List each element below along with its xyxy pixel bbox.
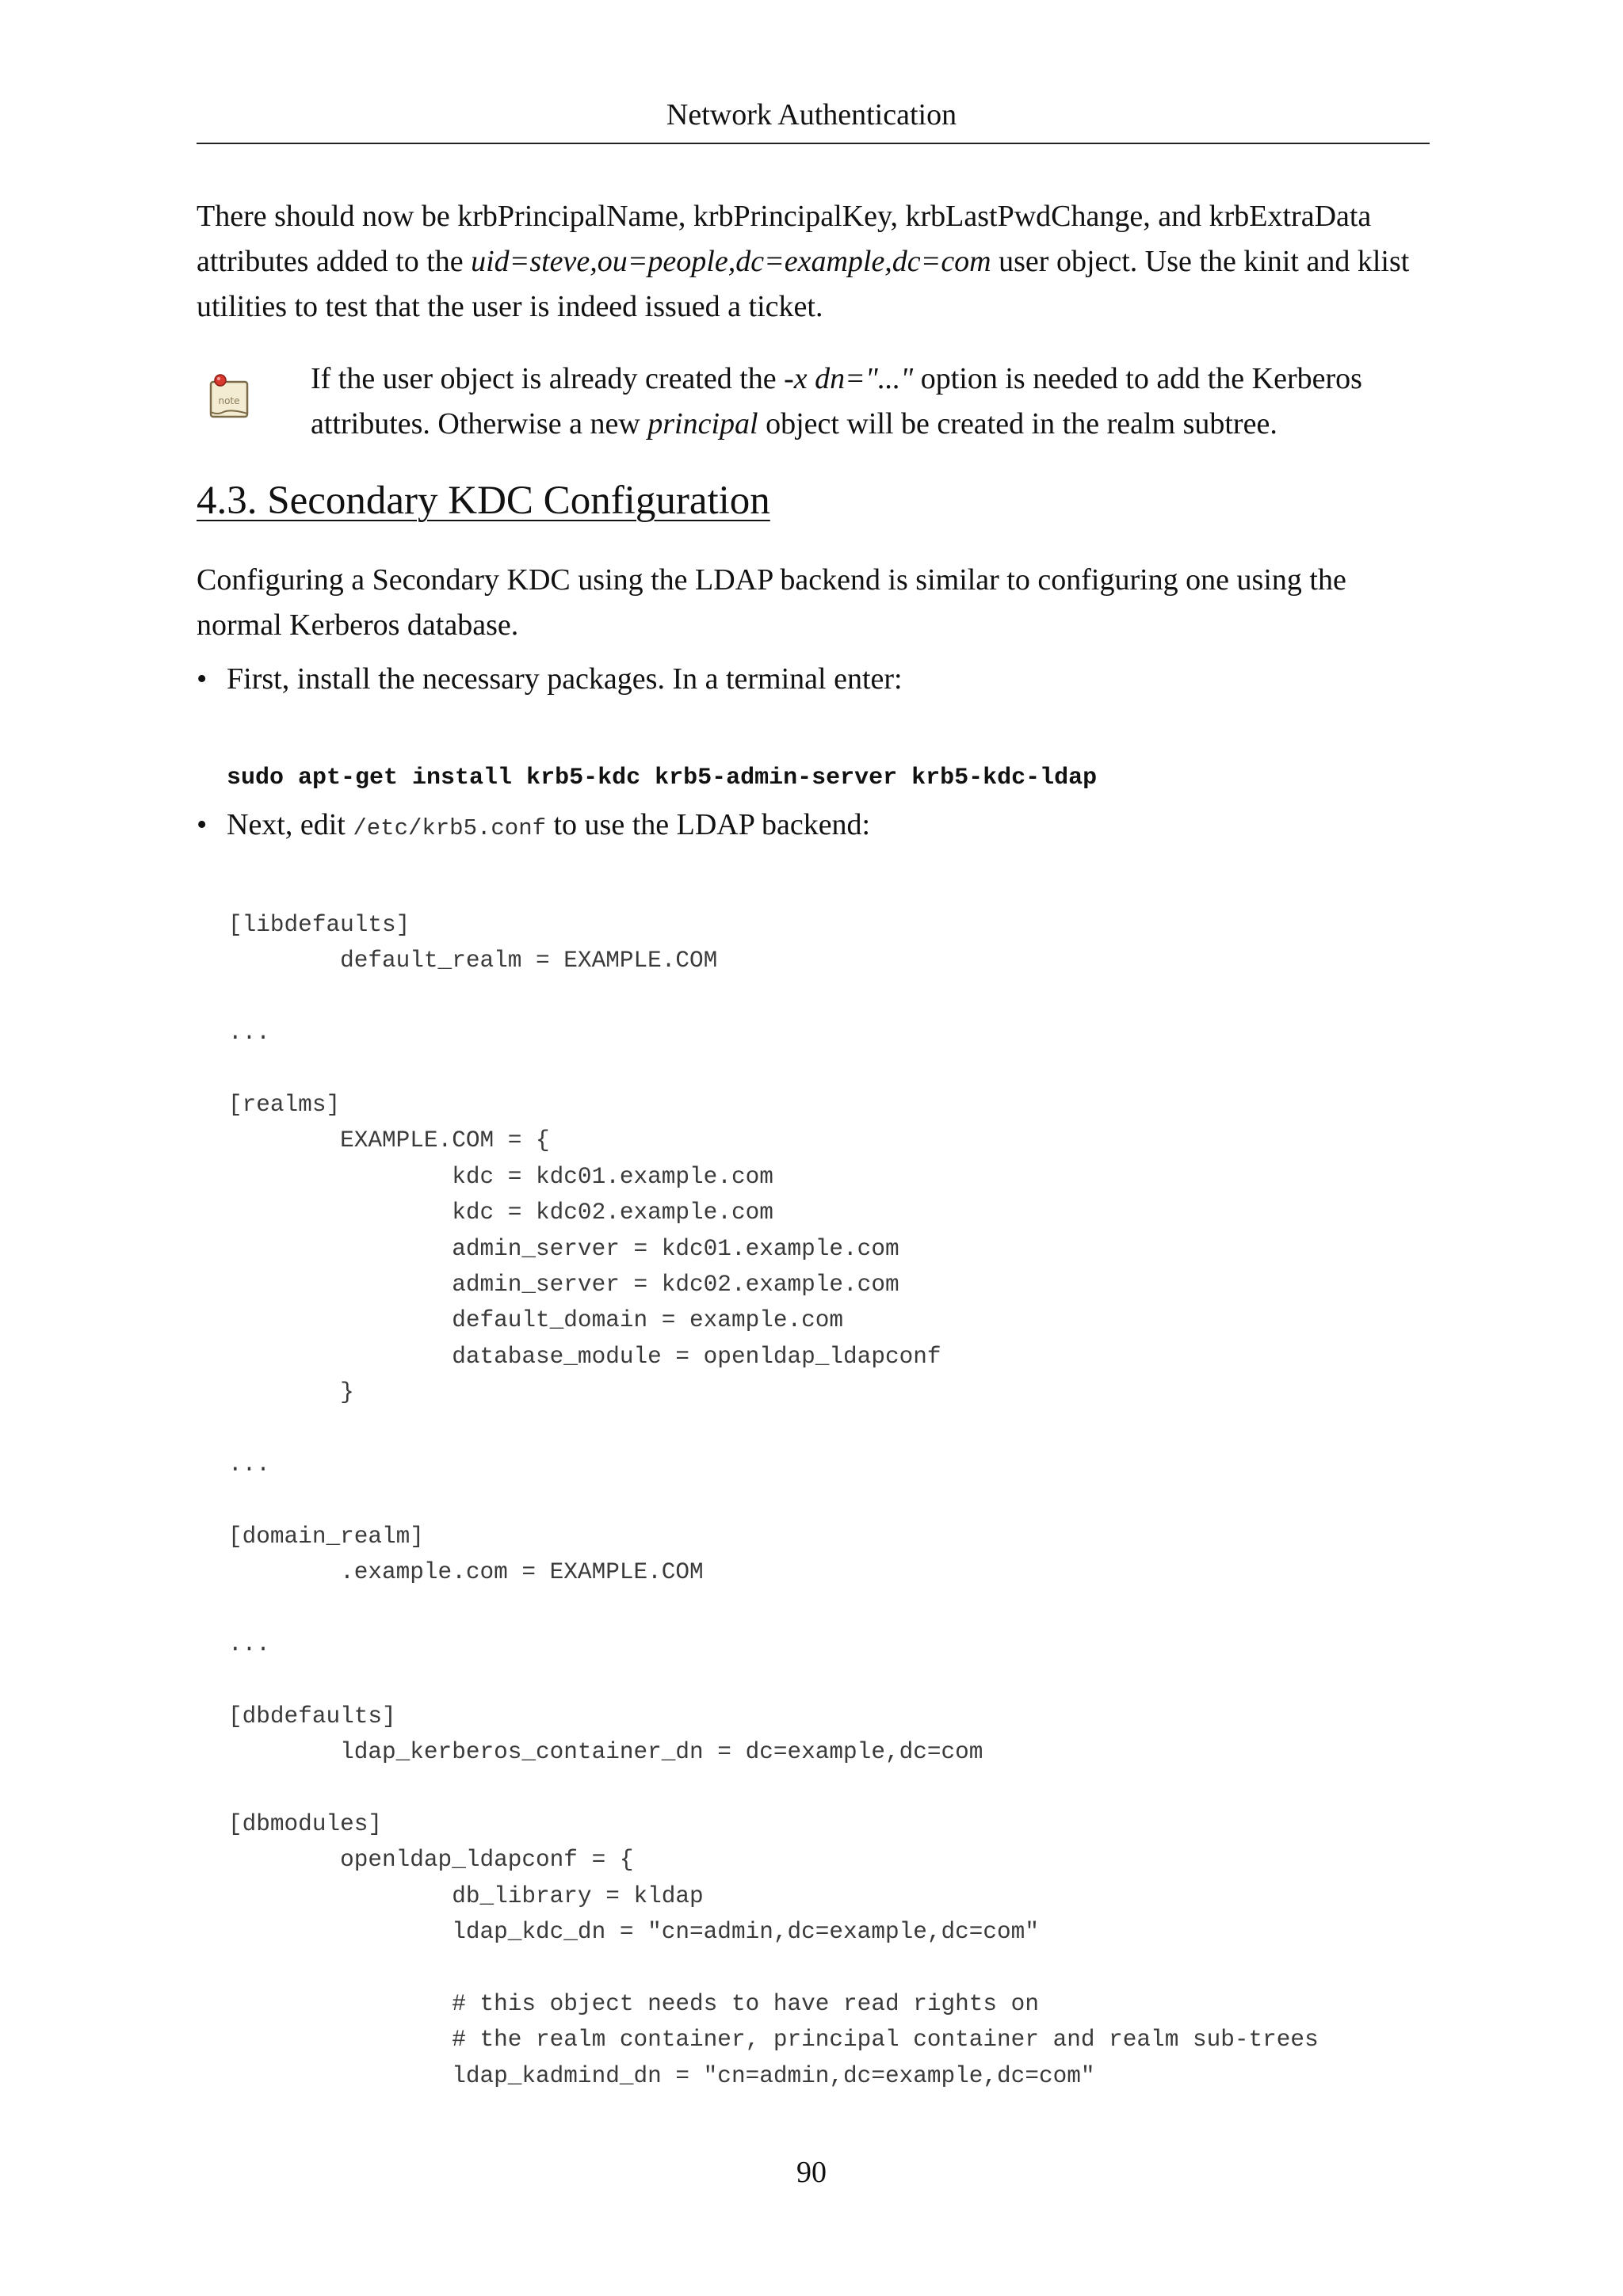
code-line: ldap_kadmind_dn = "cn=admin,dc=example,dc=com": [228, 2062, 1095, 2089]
code-line: default_realm = EXAMPLE.COM: [228, 948, 718, 974]
intro-text-2: user object. Use the kinit and klist utilities to test that the user is indeed issued a ticket.: [197, 245, 1410, 323]
code-line: [228, 1770, 1319, 1806]
note-text-2: option is needed to add the Kerberos attributes. Otherwise a new: [311, 362, 1362, 441]
step-install: [197, 657, 903, 702]
note-paragraph: [311, 357, 1436, 447]
code-line: [228, 1051, 1319, 1087]
step-edit-text-2: to use the LDAP backend:: [546, 808, 871, 841]
code-line: [domain_realm]: [228, 1523, 424, 1550]
code-line: [228, 1590, 1319, 1626]
note-icon-label: note: [218, 395, 240, 406]
code-line: admin_server = kdc02.example.com: [228, 1271, 899, 1298]
page-number: 90: [796, 2156, 827, 2189]
step-install-text: First, install the necessary packages. In a terminal enter:: [227, 662, 903, 696]
code-line: [dbdefaults]: [228, 1703, 396, 1730]
code-line: EXAMPLE.COM = {: [228, 1127, 550, 1154]
code-line: database_module = openldap_ldapconf: [228, 1343, 941, 1370]
code-line: [228, 1410, 1319, 1446]
intro-paragraph: [197, 194, 1433, 330]
note-option: -x dn="...": [784, 362, 914, 395]
code-line: [228, 1482, 1319, 1518]
note-text-1: If the user object is already created the: [311, 362, 785, 395]
code-line: [realms]: [228, 1091, 341, 1118]
code-line: [228, 1662, 1319, 1698]
code-line: db_library = kldap: [228, 1882, 704, 1909]
intro-text-1: There should now be krbPrincipalName, krbPrincipalKey, krbLastPwdChange, and krbExtraData attributes added to the: [197, 200, 1372, 278]
code-line: ...: [228, 1451, 270, 1478]
note-icon: [208, 372, 252, 420]
code-line: kdc = kdc01.example.com: [228, 1163, 773, 1190]
code-line: kdc = kdc02.example.com: [228, 1199, 773, 1226]
code-line: [228, 1950, 1319, 1985]
code-line: default_domain = example.com: [228, 1307, 844, 1334]
code-line: [dbmodules]: [228, 1810, 383, 1837]
note-text-3: object will be created in the realm subtree.: [758, 407, 1277, 441]
bullet-marker: •: [197, 808, 208, 841]
install-command: sudo apt-get install krb5-kdc krb5-admin-server krb5-kdc-ldap: [227, 765, 1098, 791]
step-edit-text-1: Next, edit: [227, 808, 353, 841]
note-term: principal: [647, 407, 758, 441]
krb5-conf-code-block: [228, 907, 1319, 2094]
page-header-title: Network Authentication: [666, 98, 957, 132]
config-file-path: /etc/krb5.conf: [353, 815, 546, 841]
section-heading: 4.3. Secondary KDC Configuration: [197, 479, 770, 523]
bullet-marker: •: [197, 662, 208, 696]
code-line: # this object needs to have read rights on: [228, 1990, 1039, 2017]
intro-user-dn: uid=steve,ou=people,dc=example,dc=com: [471, 245, 991, 278]
code-line: # the realm container, principal container and realm sub-trees: [228, 2027, 1319, 2054]
header-divider: [197, 143, 1430, 144]
step-edit-config: [197, 803, 870, 851]
code-line: openldap_ldapconf = {: [228, 1847, 634, 1874]
code-line: ldap_kdc_dn = "cn=admin,dc=example,dc=com": [228, 1918, 1039, 1945]
code-line: ...: [228, 1630, 270, 1657]
code-line: .example.com = EXAMPLE.COM: [228, 1559, 704, 1586]
code-line: ...: [228, 1020, 270, 1047]
code-line: }: [228, 1379, 354, 1406]
code-line: ldap_kerberos_container_dn = dc=example,dc=com: [228, 1738, 983, 1765]
code-line: [228, 979, 1319, 1015]
code-line: [libdefaults]: [228, 912, 411, 938]
section-intro: Configuring a Secondary KDC using the LDAP backend is similar to configuring one using the normal Kerberos database.: [197, 563, 1346, 642]
code-line: admin_server = kdc01.example.com: [228, 1235, 899, 1262]
